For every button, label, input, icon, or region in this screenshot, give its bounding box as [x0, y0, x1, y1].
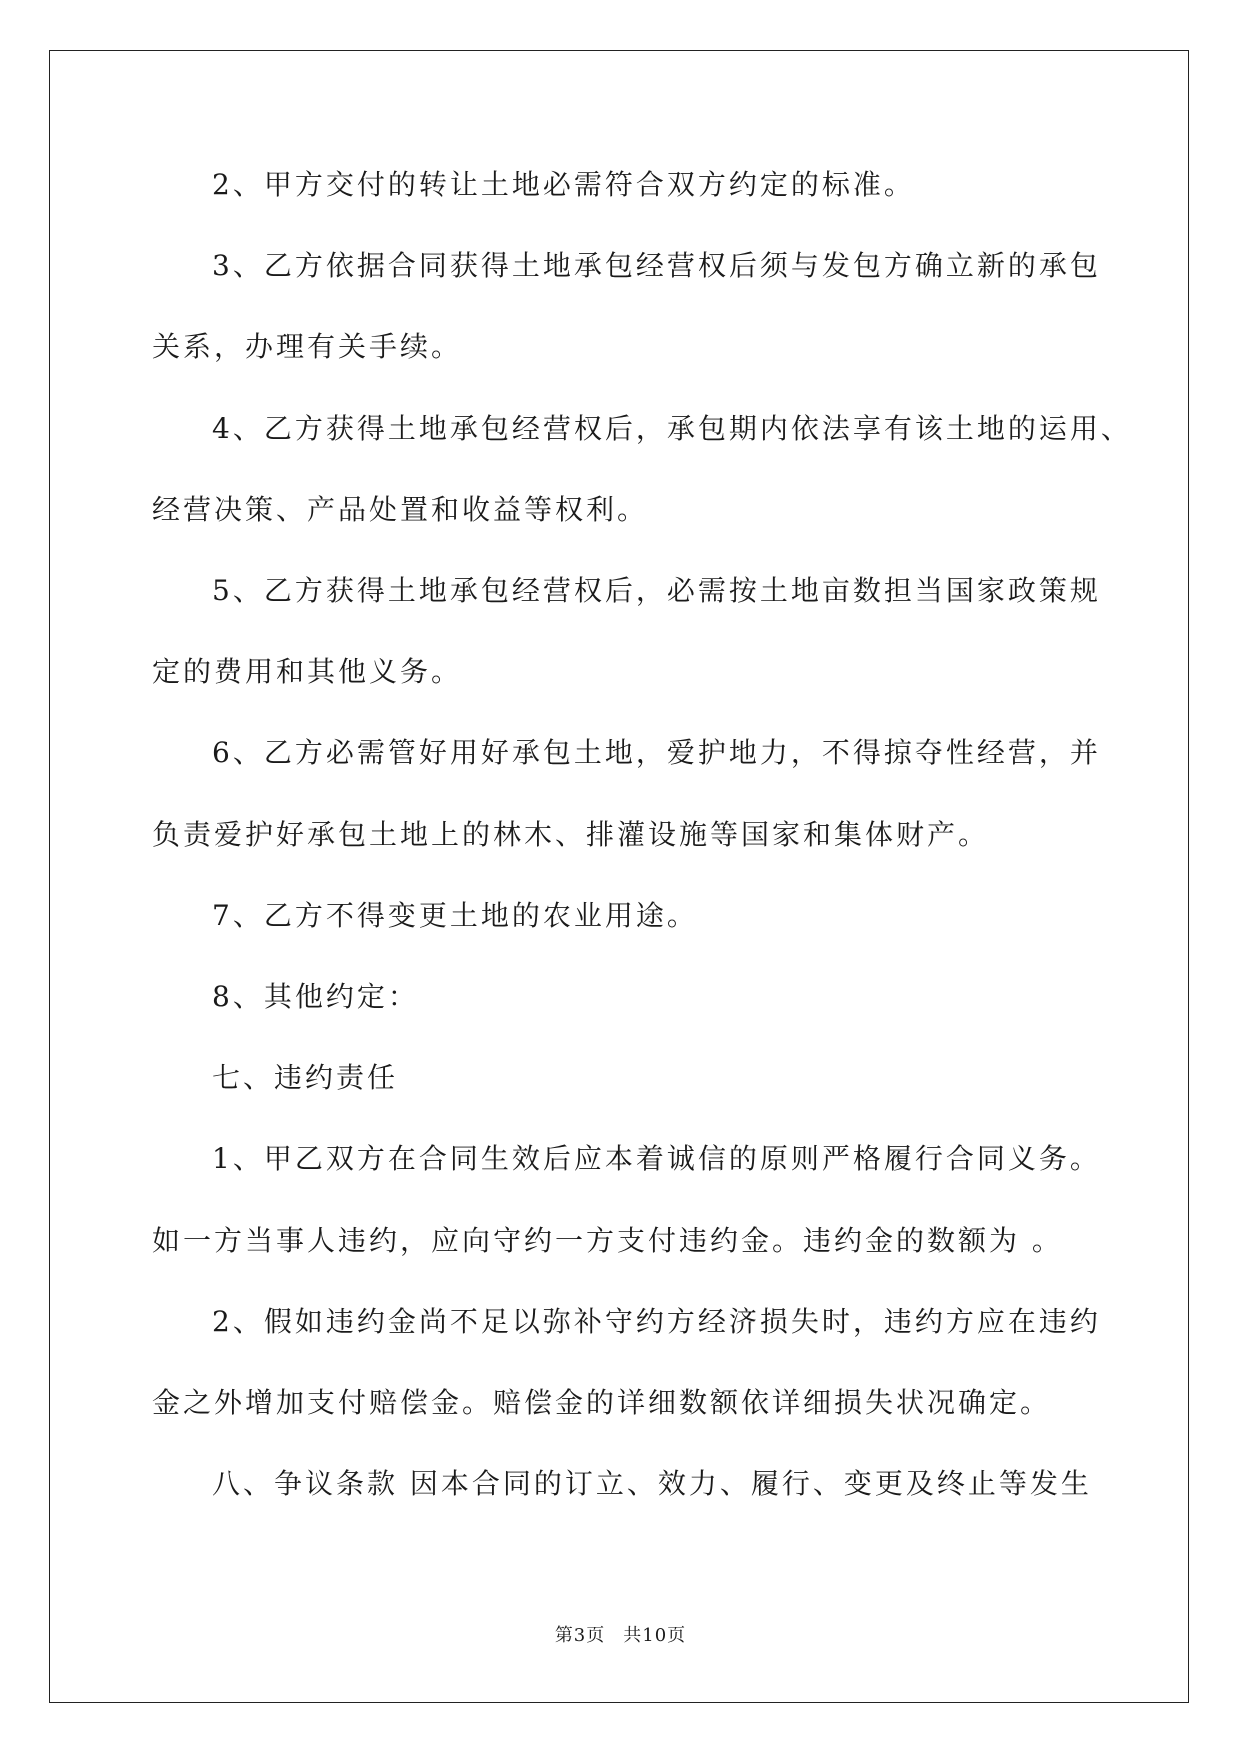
page-footer	[0, 1626, 1241, 1646]
body-line-4: 4、乙方获得土地承包经营权后，承包期内依法享有该土地的运用、	[212, 412, 1132, 445]
page-border	[49, 50, 1189, 1703]
body-line-6: 5、乙方获得土地承包经营权后，必需按土地亩数担当国家政策规	[212, 574, 1101, 607]
body-line-11: 8、其他约定：	[212, 980, 419, 1013]
section-heading-dispute: 八、争议条款 因本合同的订立、效力、履行、变更及终止等发生	[212, 1467, 1092, 1500]
body-line-8: 6、乙方必需管好用好承包土地，爱护地力，不得掠夺性经营，并	[212, 736, 1101, 769]
page-number: 第3页	[554, 1625, 606, 1646]
body-line-3: 关系，办理有关手续。	[152, 330, 463, 363]
section-heading-breach: 七、违约责任	[212, 1061, 399, 1094]
body-line-9: 负责爱护好承包土地上的林木、排灌设施等国家和集体财产。	[152, 818, 990, 851]
body-line-10: 7、乙方不得变更土地的农业用途。	[212, 899, 698, 932]
body-line-15: 2、假如违约金尚不足以弥补守约方经济损失时，违约方应在违约	[212, 1305, 1101, 1338]
body-line-7: 定的费用和其他义务。	[152, 655, 463, 688]
body-line-14: 如一方当事人违约，应向守约一方支付违约金。违约金的数额为 。	[152, 1224, 1063, 1257]
body-line-2: 3、乙方依据合同获得土地承包经营权后须与发包方确立新的承包	[212, 249, 1101, 282]
body-line-1: 2、甲方交付的转让土地必需符合双方约定的标准。	[212, 168, 915, 201]
body-line-16: 金之外增加支付赔偿金。赔偿金的详细数额依详细损失状况确定。	[152, 1386, 1052, 1419]
body-line-5: 经营决策、产品处置和收益等权利。	[152, 493, 649, 526]
body-line-13: 1、甲乙双方在合同生效后应本着诚信的原则严格履行合同义务。	[212, 1142, 1101, 1175]
page-total: 共10页	[623, 1625, 687, 1646]
